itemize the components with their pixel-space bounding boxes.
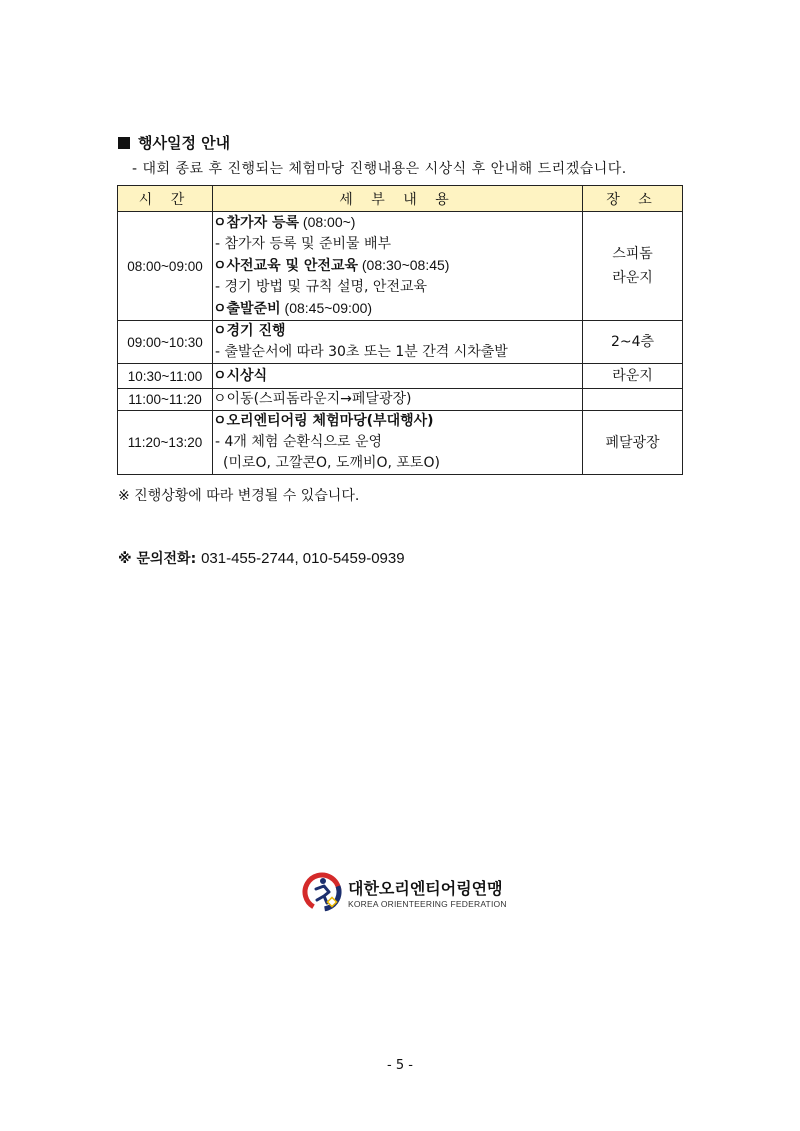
row-time: 11:00~11:20: [118, 389, 213, 411]
circle-bullet: ㅇ: [213, 215, 227, 231]
detail-line: - 참가자 등록 및 준비물 배부: [215, 236, 392, 252]
circle-bullet: ㅇ: [213, 367, 227, 384]
place-line: 스피돔: [612, 246, 653, 262]
detail-line: ㅇ시상식: [213, 367, 268, 384]
table-row: [118, 411, 683, 475]
table-row: [118, 212, 683, 321]
table-row: [118, 364, 683, 389]
circle-bullet: ㅇ: [213, 413, 227, 429]
emblem-ring-blue: [302, 872, 342, 912]
footnote: ※ 진행상황에 따라 변경될 수 있습니다.: [118, 488, 360, 504]
row-time: 10:30~11:00: [118, 364, 213, 389]
detail-line: ㅇ참가자 등록 (08:00~): [213, 214, 356, 231]
orienteering-emblem-icon: [302, 872, 342, 912]
square-bullet-icon: [118, 137, 130, 149]
contact-label: ※ 문의전화:: [118, 551, 202, 567]
row-detail: [213, 411, 583, 475]
intro-note: - 대회 종료 후 진행되는 체험마당 진행내용은 시상식 후 안내해 드리겠습니다.: [132, 161, 627, 177]
place-line: 라운지: [612, 368, 653, 384]
header-detail: 세 부 내 용: [213, 186, 583, 212]
row-detail: [213, 364, 583, 389]
federation-logo: [302, 872, 512, 916]
detail-line: - 출발순서에 따라 30초 또는 1분 간격 시차출발: [215, 344, 508, 360]
section-title: [118, 132, 230, 153]
row-place: [583, 321, 683, 364]
emblem-head: [320, 878, 326, 884]
row-place: [583, 364, 683, 389]
logo-name: 대한오리엔티어링연맹: [348, 879, 503, 898]
table-header-row: [118, 186, 683, 212]
row-time: 09:00~10:30: [118, 321, 213, 364]
detail-line: ㅇ오리엔티어링 체험마당(부대행사): [213, 413, 434, 429]
table-row: [118, 389, 683, 411]
row-place: [583, 411, 683, 475]
place-line: 페달광장: [605, 434, 660, 451]
logo-subtitle: KOREA ORIENTEERING FEDERATION: [348, 899, 507, 909]
section-title-text: 행사일정 안내: [138, 134, 231, 152]
page-number: - 5 -: [387, 1058, 413, 1073]
row-detail: [213, 212, 583, 321]
row-time: 11:20~13:20: [118, 411, 213, 475]
header-place: 장 소: [583, 186, 683, 212]
row-place: [583, 389, 683, 411]
row-time: 08:00~09:00: [118, 212, 213, 321]
circle-bullet: ㅇ: [213, 258, 227, 274]
detail-line: - 경기 방법 및 규칙 설명, 안전교육: [215, 279, 428, 295]
schedule-table: [117, 185, 683, 475]
detail-line: ㅇ경기 진행: [213, 323, 286, 339]
place-line: 2~4층: [610, 334, 655, 350]
table-row: [118, 321, 683, 364]
place-line: 라운지: [612, 270, 653, 286]
detail-line: ㅇ사전교육 및 안전교육 (08:30~08:45): [213, 257, 450, 274]
detail-line: - 4개 체험 순환식으로 운영: [215, 434, 382, 450]
row-detail: [213, 321, 583, 364]
header-time: 시 간: [118, 186, 213, 212]
emblem-ring: [302, 872, 342, 912]
circle-bullet: ㅇ: [213, 301, 227, 317]
row-place: [583, 212, 683, 321]
detail-line: ㅇ이동(스피돔라운지→페달광장): [213, 391, 412, 407]
circle-bullet: ㅇ: [213, 323, 227, 339]
contact-phone: 031-455-2744, 010-5459-0939: [201, 550, 405, 567]
detail-line: ㅇ출발준비 (08:45~09:00): [213, 300, 373, 317]
emblem-runner: [316, 886, 329, 903]
detail-line: (미로O, 고깔콘O, 도깨비O, 포토O): [223, 455, 440, 471]
contact-info: [118, 548, 405, 568]
row-detail: [213, 389, 583, 411]
